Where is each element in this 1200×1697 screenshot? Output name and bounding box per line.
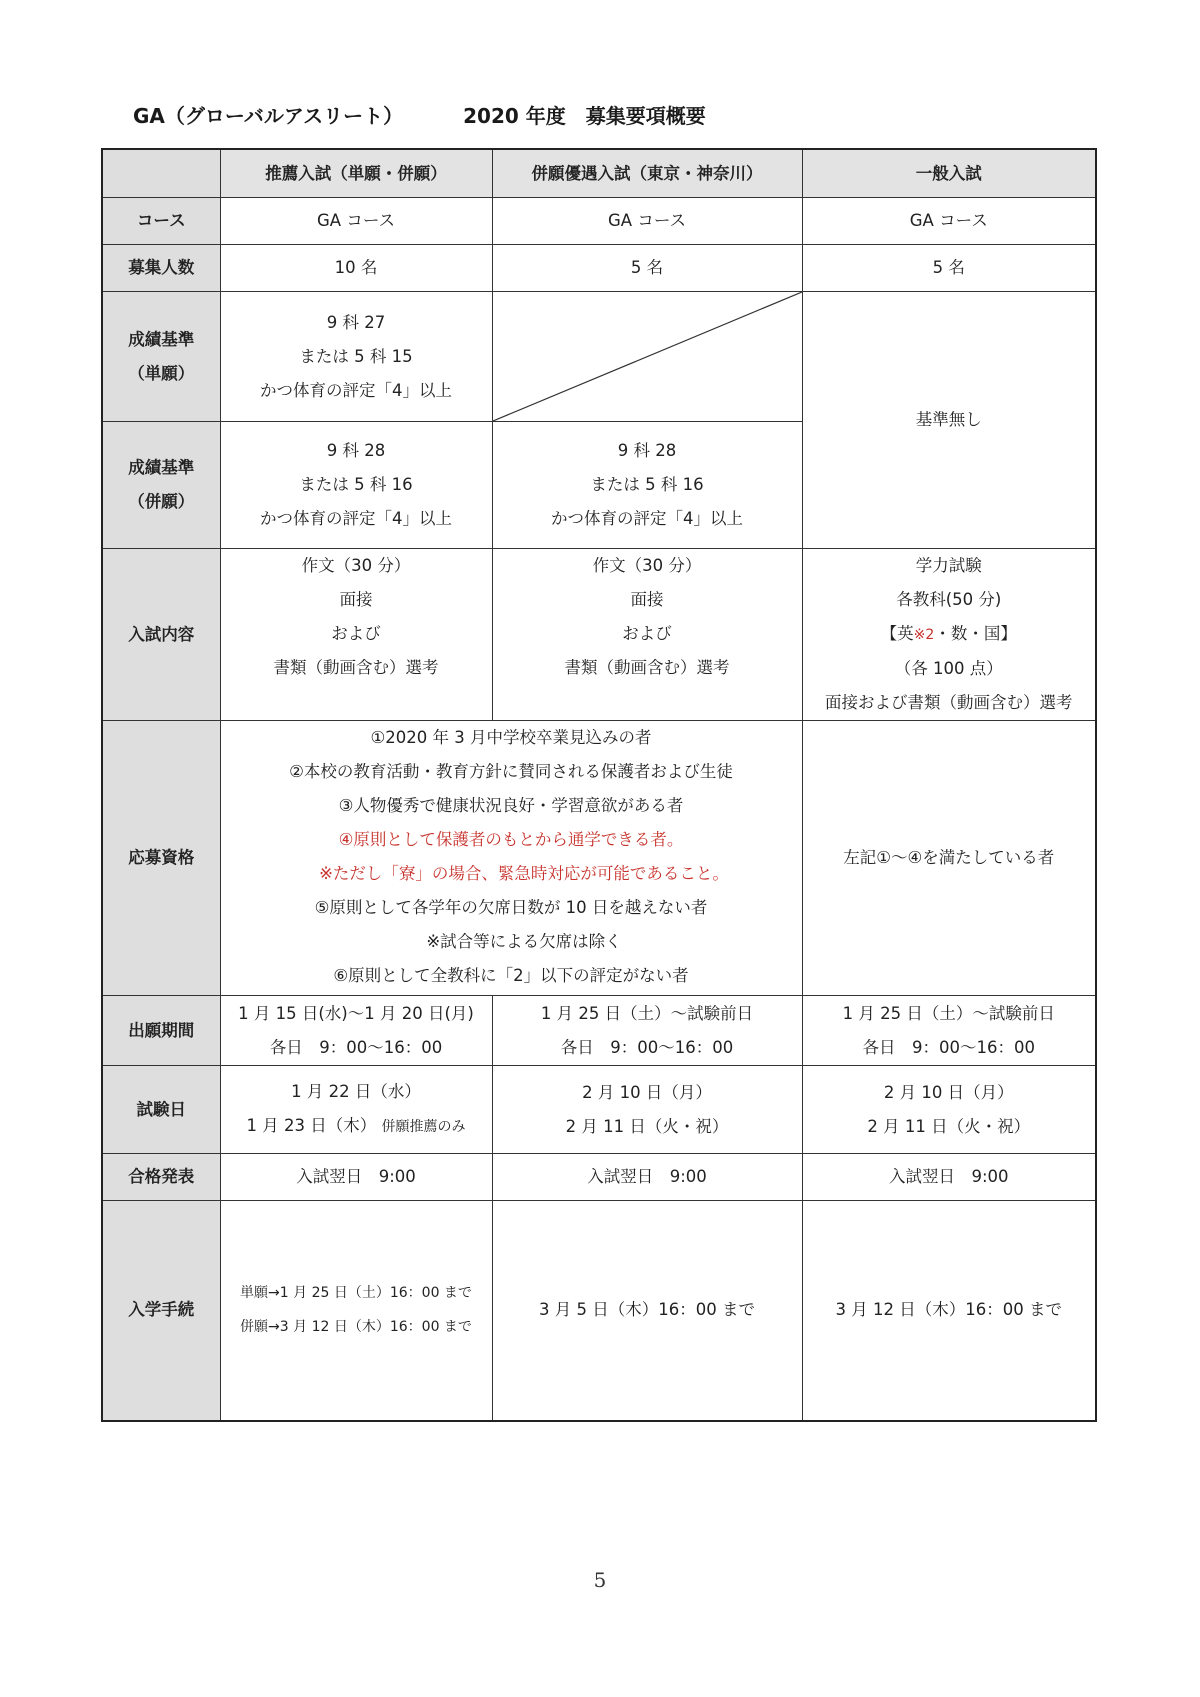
admission-summary-table [101, 148, 1097, 1422]
enrollment-recommendation [220, 1201, 492, 1421]
exam-content-c1-line3: および [331, 624, 381, 643]
exam-content-c1-line4: 書類（動画含む）選考 [273, 658, 439, 677]
grade-parallel-header-line1: 成績基準 [128, 458, 195, 477]
grade-parallel-c1-line2: または 5 科 16 [299, 475, 413, 494]
table-row-exam-content [102, 549, 1096, 721]
result-preferential: 入試翌日 9:00 [492, 1154, 802, 1201]
enrollment-c1-parallel: 併願→3 月 12 日（木）16：00 まで [240, 1319, 472, 1336]
eligibility-item: ⑤原則として各学年の欠席日数が 10 日を越えない者 [314, 898, 708, 917]
grade-general: 基準無し [802, 292, 1096, 549]
grade-parallel-c2-line1: 9 科 28 [617, 441, 677, 460]
capacity-general: 5 名 [802, 245, 1096, 292]
table-row-grade-single [102, 292, 1096, 422]
eligibility-item: ①2020 年 3 月中学校卒業見込みの者 [370, 728, 652, 747]
table-row-result [102, 1154, 1096, 1201]
exam-content-c3-line2: 各教科(50 分) [896, 590, 1002, 609]
column-header-general: 一般入試 [802, 149, 1096, 198]
table-header-row [102, 149, 1096, 198]
grade-single-recommendation [220, 292, 492, 422]
application-period-c2-dates: 1 月 25 日（土）～試験前日 [540, 1003, 754, 1023]
eligibility-item: ③人物優秀で健康状況良好・学習意欲がある者 [338, 796, 684, 815]
table-row-exam-date [102, 1066, 1096, 1154]
grade-parallel-c1-line1: 9 科 28 [326, 441, 386, 460]
row-header-exam-date: 試験日 [102, 1066, 220, 1154]
application-period-recommendation [220, 996, 492, 1066]
grade-parallel-c1-line3: かつ体育の評定「4」以上 [260, 509, 452, 528]
row-header-enrollment: 入学手続 [102, 1201, 220, 1421]
grade-parallel-preferential [492, 422, 802, 549]
exam-date-c3-line1: 2 月 10 日（月） [883, 1082, 1014, 1102]
course-recommendation: GA コース [220, 198, 492, 245]
eligibility-item: ⑥原則として全教科に「2」以下の評定がない者 [333, 966, 689, 985]
grade-single-preferential-na [492, 292, 802, 422]
result-general: 入試翌日 9:00 [802, 1154, 1096, 1201]
exam-subjects-close: ・数・国】 [934, 624, 1017, 643]
page-number: 5 [593, 1568, 607, 1592]
row-header-course: コース [102, 198, 220, 245]
exam-date-c1-line1: 1 月 22 日（水） [291, 1082, 421, 1101]
column-header-recommendation: 推薦入試（単願・併願） [220, 149, 492, 198]
title-program: GA（グローバルアスリート） [133, 104, 404, 128]
application-period-preferential [492, 996, 802, 1066]
table-row-eligibility [102, 721, 1096, 996]
exam-content-c2-line3: および [622, 624, 672, 643]
course-general: GA コース [802, 198, 1096, 245]
exam-date-c3-line2: 2 月 11 日（火・祝） [867, 1116, 1031, 1136]
exam-content-general [802, 549, 1096, 721]
column-header-preferential: 併願優遇入試（東京・神奈川） [492, 149, 802, 198]
exam-subjects-open: 【英 [880, 624, 914, 643]
grade-single-header-line2: （単願） [128, 363, 195, 383]
header-corner [102, 149, 220, 198]
grade-parallel-c2-line3: かつ体育の評定「4」以上 [551, 509, 743, 528]
exam-date-general [802, 1066, 1096, 1154]
exam-content-recommendation [220, 549, 492, 721]
grade-parallel-c2-line2: または 5 科 16 [590, 475, 704, 494]
exam-date-c2-line2: 2 月 11 日（火・祝） [565, 1116, 729, 1136]
row-header-eligibility: 応募資格 [102, 721, 220, 996]
application-period-general [802, 996, 1096, 1066]
result-recommendation: 入試翌日 9:00 [220, 1154, 492, 1201]
exam-date-recommendation [220, 1066, 492, 1154]
exam-content-c3-line4: （各 100 点） [894, 659, 1003, 678]
exam-date-c2-line1: 2 月 10 日（月） [582, 1082, 712, 1102]
table-row-capacity [102, 245, 1096, 292]
exam-content-c2-line2: 面接 [630, 590, 664, 609]
exam-content-c3-line1: 学力試験 [915, 556, 982, 575]
exam-content-c3-line5: 面接および書類（動画含む）選考 [825, 693, 1073, 712]
eligibility-item-highlight: ④原則として保護者のもとから通学できる者。 [338, 830, 684, 849]
title-year: 2020 年度 募集要項概要 [463, 104, 706, 128]
grade-single-line2: または 5 科 15 [299, 346, 413, 366]
exam-content-c1-line1: 作文（30 分） [301, 556, 411, 575]
eligibility-list [220, 721, 802, 996]
exam-date-c1-line2 [221, 1109, 492, 1144]
application-period-c1-hours: 各日 9：00～16：00 [269, 1037, 443, 1057]
table-row-enrollment [102, 1201, 1096, 1421]
course-preferential: GA コース [492, 198, 802, 245]
table-row-application-period [102, 996, 1096, 1066]
grade-parallel-recommendation [220, 422, 492, 549]
exam-content-c1-line2: 面接 [339, 590, 373, 609]
exam-subjects-note: ※2 [913, 627, 935, 643]
application-period-c3-dates: 1 月 25 日（土）～試験前日 [842, 1003, 1055, 1023]
grade-single-line3: かつ体育の評定「4」以上 [260, 380, 452, 400]
exam-date-preferential [492, 1066, 802, 1154]
row-header-capacity: 募集人数 [102, 245, 220, 292]
grade-single-line1: 9 科 27 [326, 312, 386, 332]
exam-content-c2-line1: 作文（30 分） [592, 556, 702, 575]
eligibility-note-dormitory: ※ただし「寮」の場合、緊急時対応が可能であること。 [319, 864, 729, 883]
row-header-result: 合格発表 [102, 1154, 220, 1201]
enrollment-preferential: 3 月 5 日（木）16：00 まで [492, 1201, 802, 1421]
application-period-c1-dates: 1 月 15 日(水)～1 月 20 日(月) [238, 1003, 474, 1023]
row-header-grade-parallel [102, 422, 220, 549]
exam-date-c1-day2: 1 月 23 日（木） [246, 1116, 377, 1135]
row-header-application-period: 出願期間 [102, 996, 220, 1066]
application-period-c2-hours: 各日 9：00～16：00 [560, 1037, 734, 1057]
exam-content-c3-line3 [803, 617, 1096, 652]
exam-date-c1-note: 併願推薦のみ [381, 1119, 466, 1135]
eligibility-general: 左記①～④を満たしている者 [802, 721, 1096, 996]
row-header-grade-single [102, 292, 220, 422]
diagonal-strike [493, 292, 802, 421]
capacity-recommendation: 10 名 [220, 245, 492, 292]
eligibility-item: ②本校の教育活動・教育方針に賛同される保護者および生徒 [289, 762, 733, 781]
row-header-exam-content: 入試内容 [102, 549, 220, 721]
eligibility-note-absence: ※試合等による欠席は除く [426, 932, 622, 951]
enrollment-c1-single: 単願→1 月 25 日（土）16：00 まで [240, 1285, 472, 1302]
enrollment-general: 3 月 12 日（木）16：00 まで [802, 1201, 1096, 1421]
exam-content-preferential [492, 549, 802, 721]
grade-parallel-header-line2: （併願） [128, 492, 195, 511]
capacity-preferential: 5 名 [492, 245, 802, 292]
table-row-course [102, 198, 1096, 245]
grade-single-header-line1: 成績基準 [128, 329, 195, 349]
exam-content-c2-line4: 書類（動画含む）選考 [564, 658, 730, 677]
application-period-c3-hours: 各日 9：00～16：00 [862, 1037, 1035, 1057]
document-title [133, 100, 706, 129]
